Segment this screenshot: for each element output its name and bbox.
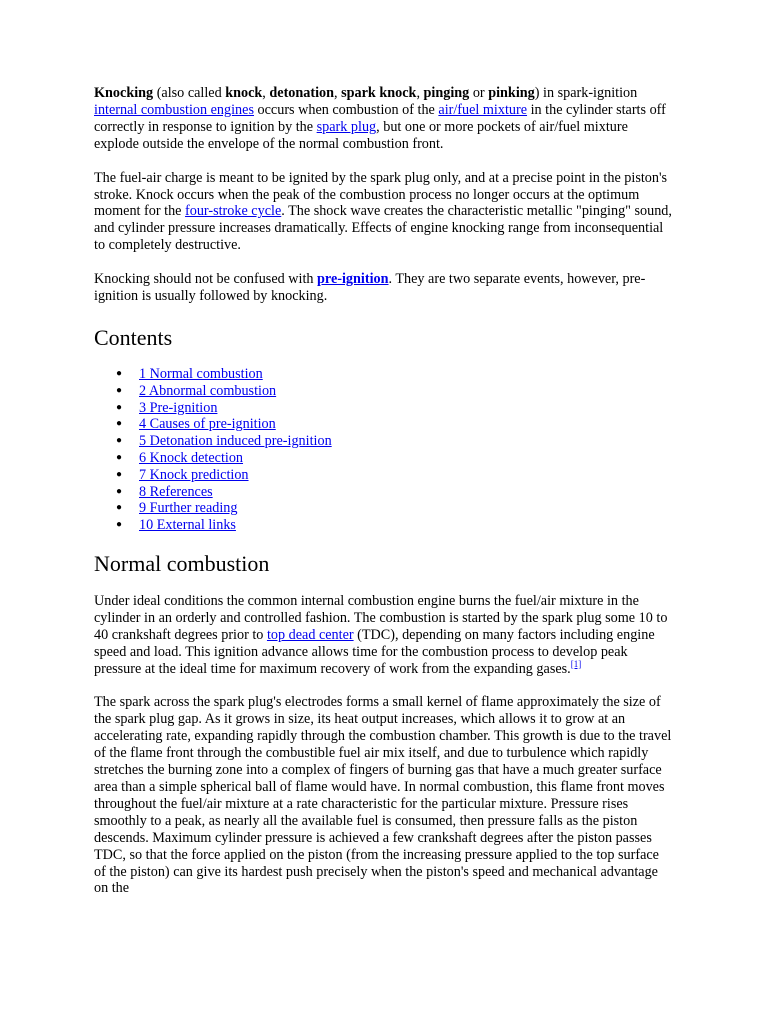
para3-text: . They are two separate events, however, pre-ignition is usually followed by knocking.	[94, 271, 646, 305]
bullet-icon: ●	[116, 468, 123, 480]
toc-link-causes-of-pre-ignition[interactable]: 4 Causes of pre-ignition	[139, 416, 276, 433]
pre-ignition-paragraph	[94, 271, 674, 305]
intro-text: (also called	[153, 85, 226, 101]
intro-text: or	[469, 85, 489, 101]
link-four-stroke-cycle[interactable]: four-stroke cycle	[185, 203, 282, 220]
alias-pinging: pinging	[423, 85, 470, 101]
toc-link-references[interactable]: 8 References	[139, 483, 213, 500]
intro-text: in the cylinder starts off correctly in response to ignition by the	[94, 101, 666, 135]
intro-text: ,	[334, 85, 342, 101]
reference-link-1[interactable]: [1]	[570, 658, 582, 669]
normal-combustion-heading: Normal combustion	[94, 550, 270, 576]
toc-item	[116, 500, 674, 517]
intro-text: ,	[262, 85, 270, 101]
intro-text: occurs when combustion of the	[253, 101, 439, 118]
term-knocking: Knocking	[94, 85, 154, 101]
toc-item	[116, 433, 674, 450]
bullet-icon: ●	[116, 502, 123, 514]
para2-text: . The shock wave creates the characteristic metallic "pinging" sound, and cylinder pressure increases dramatically. Effects of engine knocking range from inconsequential to completely destructive.	[94, 203, 672, 254]
intro-paragraph	[94, 85, 674, 153]
bullet-icon: ●	[116, 401, 123, 413]
toc-link-pre-ignition[interactable]: 3 Pre-ignition	[139, 399, 218, 416]
intro-text: ) in spark-ignition	[534, 85, 638, 101]
bullet-icon: ●	[116, 418, 123, 430]
toc-item	[116, 382, 674, 400]
bullet-icon: ●	[116, 435, 123, 447]
link-top-dead-center[interactable]: top dead center	[266, 626, 354, 643]
toc-item	[116, 517, 674, 534]
bullet-icon: ●	[116, 485, 123, 497]
toc-link-abnormal-combustion[interactable]: 2 Abnormal combustion	[139, 382, 277, 399]
toc-link-further-reading[interactable]: 9 Further reading	[139, 500, 238, 517]
para2-text: The fuel-air charge is meant to be ignited by the spark plug only, and at a precise point in the piston's stroke. Knock occurs when the peak of the combustion process no longer occurs at the optimum moment for the	[94, 169, 668, 220]
toc-item	[116, 365, 674, 383]
normal-combustion-paragraph-1	[94, 593, 674, 678]
alias-detonation: detonation	[269, 85, 335, 101]
bullet-icon: ●	[116, 519, 123, 531]
link-spark-plug[interactable]: spark plug	[316, 118, 377, 135]
toc-link-detonation-induced[interactable]: 5 Detonation induced pre-ignition	[139, 433, 332, 450]
bullet-icon: ●	[116, 451, 123, 463]
toc-link-knock-prediction[interactable]: 7 Knock prediction	[139, 466, 249, 483]
para3-text: Knocking should not be confused with	[94, 271, 318, 288]
alias-knock: knock	[225, 85, 263, 101]
contents-heading: Contents	[94, 324, 173, 350]
toc-link-normal-combustion[interactable]: 1 Normal combustion	[139, 365, 263, 382]
link-air-fuel-mixture[interactable]: air/fuel mixture	[438, 101, 528, 118]
toc-item	[116, 466, 674, 484]
intro-text: , but one or more pockets of air/fuel mixture explode outside the envelope of the normal combustion front.	[94, 118, 628, 152]
table-of-contents	[94, 366, 674, 534]
toc-item	[116, 399, 674, 417]
nc-p1-text: (TDC), depending on many factors including engine speed and load. This ignition advance allows time for the combustion process to develop peak pressure at the ideal time for maximum recovery of work from the expanding gases.	[94, 626, 655, 677]
fuel-air-paragraph	[94, 170, 674, 255]
toc-link-external-links[interactable]: 10 External links	[139, 517, 236, 534]
bullet-icon: ●	[116, 367, 123, 379]
nc-p1-text: Under ideal conditions the common internal combustion engine burns the fuel/air mixture in the cylinder in an orderly and controlled fashion. The combustion is started by the spark plug some 10 to 40 crankshaft degrees prior to	[94, 592, 668, 643]
alias-spark-knock: spark knock	[341, 85, 417, 101]
link-internal-combustion-engines[interactable]: internal combustion engines	[94, 101, 254, 118]
toc-item	[116, 449, 674, 467]
link-pre-ignition[interactable]	[317, 271, 388, 287]
link-pre-ignition-label: pre-ignition	[317, 271, 389, 288]
normal-combustion-paragraph-2: The spark across the spark plug's electrodes forms a small kernel of flame approximately the size of the spark plug gap. As it grows in size, its heat output increases, which allows it to grow at an accelerating rate, expanding rapidly through the combustion chamber. This growth is due to the travel of the flame front through the combustible fuel air mix itself, and due to turbulence which rapidly stretches the burning zone into a complex of fingers of burning gas that have a much greater surface area than a simple spherical ball of flame would have. In normal combustion, this flame front moves throughout the fuel/air mixture at a rate characteristic for the particular mixture. Pressure rises smoothly to a peak, as nearly all the available fuel is consumed, then pressure falls as the piston descends. Maximum cylinder pressure is achieved a few crankshaft degrees after the piston passes TDC, so that the force applied on the piston (from the increasing pressure applied to the top surface of the piston) can give its hardest push precisely when the piston's speed and mechanical advantage on the	[94, 694, 672, 897]
toc-item	[116, 483, 674, 501]
intro-text: ,	[416, 85, 424, 101]
alias-pinking: pinking	[488, 85, 535, 101]
toc-item	[116, 416, 674, 433]
bullet-icon: ●	[116, 384, 123, 396]
toc-link-knock-detection[interactable]: 6 Knock detection	[139, 449, 244, 466]
